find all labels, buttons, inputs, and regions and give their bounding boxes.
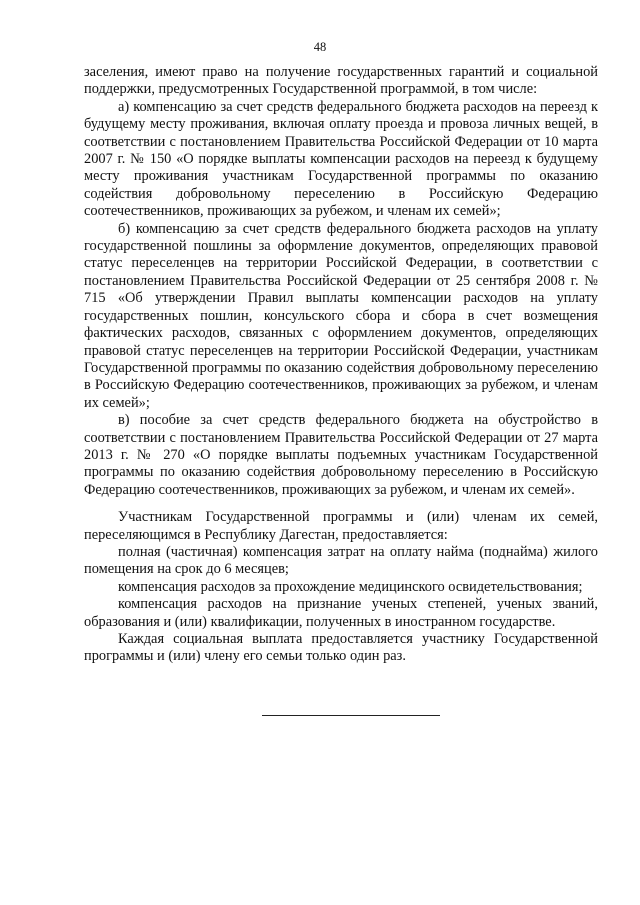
page-number: 48 [313, 40, 327, 54]
paragraph-medical-compensation: компенсация расходов за прохождение медицинского освидетельствования; [118, 578, 583, 595]
paragraph-intro-continuation: заселения, имеют право на получение государственных гарантий и социальной поддержки, предусмотренных Государственной программой, в том числе: [84, 64, 598, 98]
paragraph-dagestan-support: Участникам Государственной программы и (или) членам их семей, переселяющимся в Республику Дагестан, предоставляется: [84, 509, 598, 543]
paragraph-rent-compensation: полная (частичная) компенсация затрат на оплату найма (поднайма) жилого помещения на срок до 6 месяцев; [84, 543, 598, 578]
document-body [84, 64, 598, 666]
paragraph-item-a: а) компенсацию за счет средств федерального бюджета расходов на переезд к будущему месту проживания, включая оплату проезда и провоза личных вещей, в соответствии с постановлением Правительства Российской Федерации от 10 марта 2007 г. № 150 «О порядке выплаты компенсации расходов на переезд к будущему месту проживания участникам Государственной программы по оказанию содействия добровольному переселению в Российскую Федерацию соотечественников, проживающих за рубежом, и членам их семей»; [84, 98, 598, 220]
end-of-text-rule [262, 715, 440, 716]
paragraph-item-b: б) компенсацию за счет средств федерального бюджета расходов на уплату государственной пошлины за оформление документов, определяющих правовой статус переселенцев на территории Российской Федерации, в соответствии с постановлением Правительства Российской Федерации от 25 сентября 2008 г. № 715 «Об утверждении Правил выплаты компенсации расходов на уплату государственных пошлин, консульского сбора и сбора в счет возмещения фактических расходов, связанных с оформлением документов, определяющих правовой статус переселенцев на территории Российской Федерации, участникам Государственной программы по оказанию содействия добровольному переселению в Российскую Федерацию соотечественников, проживающих за рубежом, и членам их семей»; [84, 220, 598, 411]
paragraph-single-payment: Каждая социальная выплата предоставляется участнику Государственной программы и (или) члену его семьи только один раз. [84, 631, 598, 665]
paragraph-item-v: в) пособие за счет средств федерального бюджета на обустройство в соответствии с постановлением Правительства Российской Федерации от 27 марта 2013 г. № 270 «О порядке выплаты подъемных участникам Государственной программы по оказанию содействия добровольному переселению в Российскую Федерацию соотечественников, проживающих за рубежом, и членам их семей». [84, 412, 598, 498]
paragraph-degree-recognition: компенсация расходов на признание ученых степеней, ученых званий, образования и (или) квалификации, полученных в иностранном государстве. [84, 596, 598, 630]
